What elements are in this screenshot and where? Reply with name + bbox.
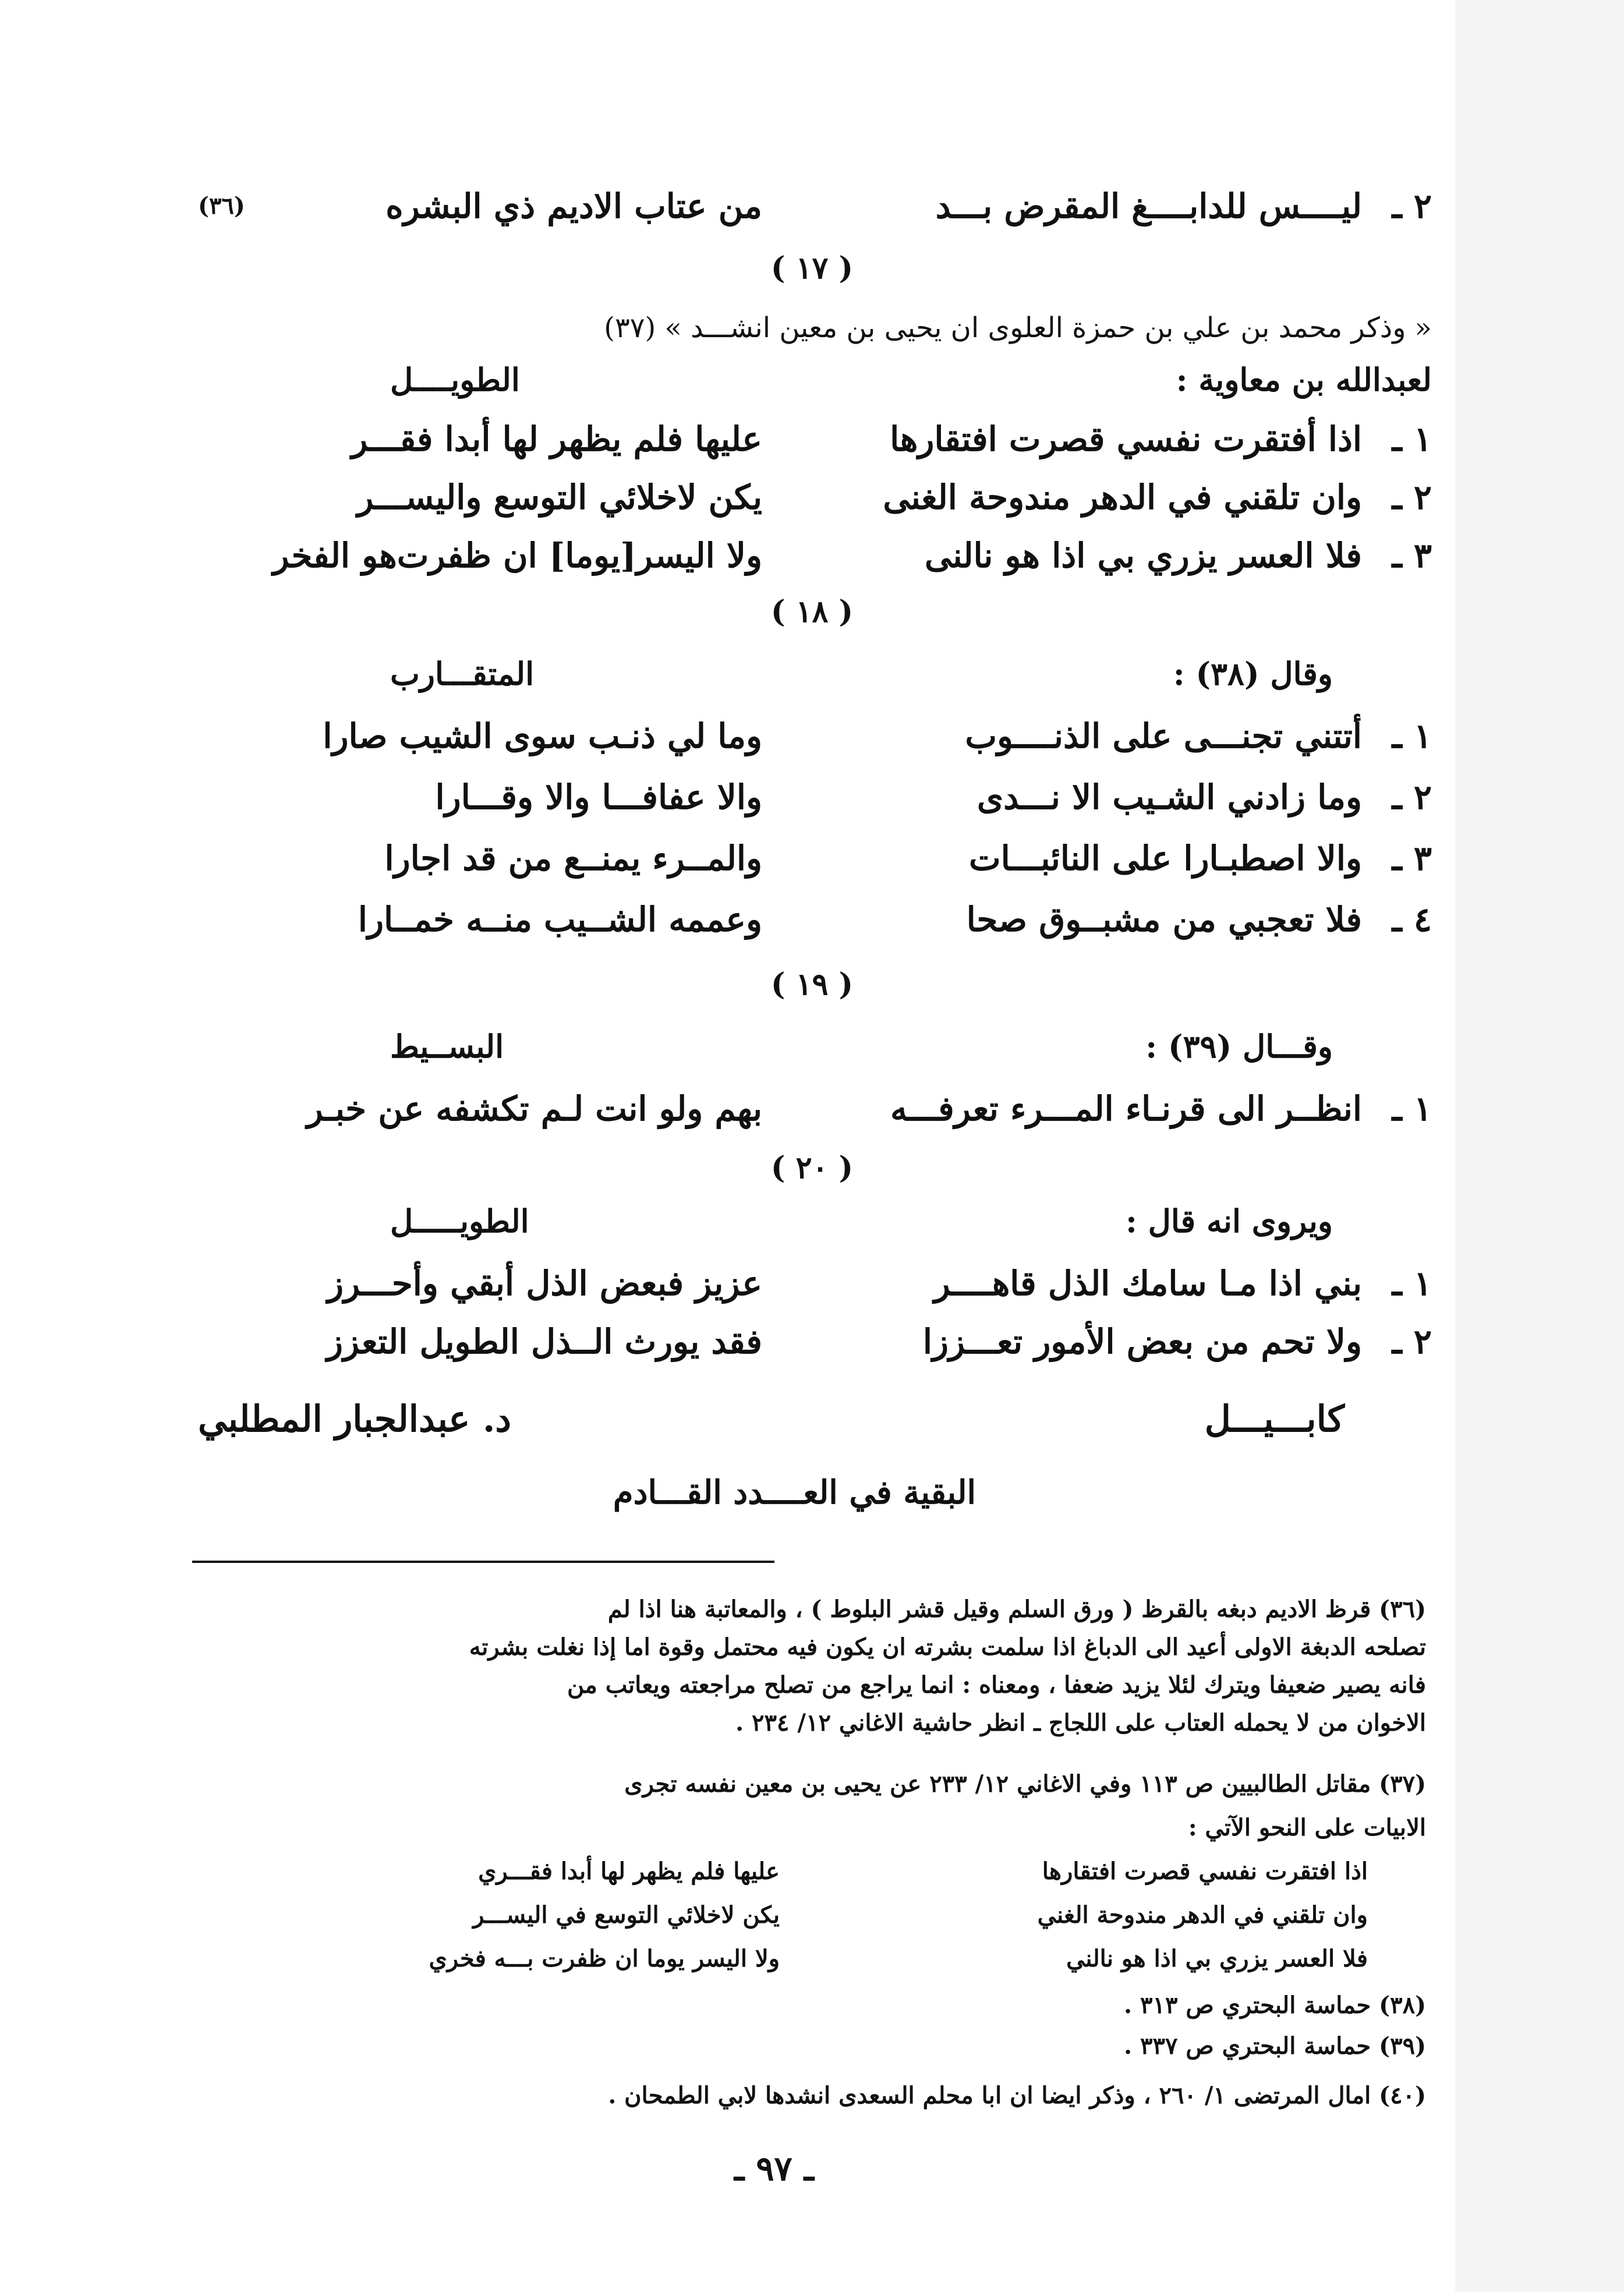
verse-number: ٢ ـ	[1392, 1322, 1432, 1361]
verse-first-hemistich: اذا أفتقرت نفسي قصرت افتقارها	[890, 419, 1362, 459]
verse-number: ٢ ـ	[1392, 186, 1432, 226]
verse-number: ٣ ـ	[1392, 839, 1432, 878]
verse-first-hemistich: وما زادني الشـيب الا نـــدى	[976, 777, 1362, 817]
verse-row	[198, 716, 1432, 769]
verse-row	[198, 839, 1432, 891]
footnote-39: (٣٩) حماسة البحتري ص ٣٣٧ .	[1124, 2032, 1426, 2060]
footnote-verse-second: يكن لاخلائي التوسع في اليســـر	[473, 1901, 780, 1929]
verse-row	[198, 1089, 1432, 1141]
author-name: د. عبدالجبار المطلبي	[198, 1398, 512, 1440]
verse-number: ٤ ـ	[1392, 900, 1432, 939]
footnote-37-line-1: (٣٧) مقاتل الطالبيين ص ١١٣ وفي الاغاني ١٢/ ٢٣٣ عن يحيى بن معين نفسه تجرى	[624, 1770, 1426, 1798]
footnote-verse-first: وان تلقني في الدهر مندوحة الغني	[1037, 1901, 1368, 1929]
verse-first-hemistich: ولا تحم من بعض الأمور تعـــززا	[922, 1322, 1362, 1361]
verse-second-hemistich: والمــرء يمنــع من قد اجارا	[384, 839, 762, 878]
verse-first-hemistich: ليــــس للدابــــغ المقرض بـــد	[935, 186, 1362, 226]
top-verse	[198, 186, 1432, 239]
verse-second-hemistich: وعممه الشــيب منــه خمــارا	[358, 900, 762, 939]
said-label: وقـــال (٣٩) :	[1145, 1028, 1333, 1065]
footnote-divider	[192, 1561, 774, 1563]
poem-19-header	[192, 1028, 1432, 1074]
verse-first-hemistich: بني اذا مـا سامك الذل قاهــــر	[933, 1264, 1362, 1303]
verse-second-hemistich: عزيز فبعض الذل أبقي وأحـــرز	[327, 1264, 762, 1303]
verse-number: ١ ـ	[1392, 1089, 1432, 1129]
author-signature	[192, 1398, 1432, 1450]
verse-number: ١ ـ	[1392, 716, 1432, 756]
section-number-18: ( ١٨ )	[770, 594, 854, 629]
verse-row	[198, 536, 1432, 588]
footnote-36-line-2: تصلحه الدبغة الاولى أعيد الى الدباغ اذا سلمت بشرته ان يكون فيه محتمل وقوة اما إذا نغلت بشرته	[469, 1633, 1426, 1661]
verse-second-hemistich: والا عفافـــا والا وقـــارا	[435, 777, 762, 817]
footnote-37-line-2: الابيات على النحو الآتي :	[1188, 1814, 1426, 1841]
footnote-38: (٣٨) حماسة البحتري ص ٣١٣ .	[1124, 1992, 1426, 2019]
verse-row	[198, 1264, 1432, 1316]
verse-number: ١ ـ	[1392, 1264, 1432, 1303]
verse-number: ١ ـ	[1392, 419, 1432, 459]
meter-name: المتقـــارب	[390, 655, 535, 692]
verse-first-hemistich: انظــر الى قرنـاء المـــرء تعرفـــه	[890, 1089, 1362, 1129]
verse-row	[198, 900, 1432, 952]
footnote-verse-first: اذا افتقرت نفسي قصرت افتقارها	[1042, 1858, 1368, 1885]
footnote-36-line-3: فانه يصير ضعيفا ويترك لئلا يزيد ضعفا ، ومعناه : انما يراجع من تصلح مراجعته ويعاتب من	[567, 1671, 1426, 1699]
footnote-verse-second: عليها فلم يظهر لها أبدا فقـــري	[478, 1858, 780, 1885]
verse-first-hemistich: فلا العسر يزري بي اذا هو نالنى	[925, 536, 1362, 575]
verse-first-hemistich: فلا تعجبي من مشبــوق صحا	[966, 900, 1362, 939]
continued-note: البقية في العــــدد القـــادم	[613, 1473, 976, 1512]
footnote-36-line-1: (٣٦) قرظ الاديم دبغه بالقرظ ( ورق السلم وقيل قشر البلوط ) ، والمعاتبة هنا اذا لم	[607, 1596, 1426, 1623]
footnote-verse-second: ولا اليسر يوما ان ظفرت بـــه فخري	[429, 1945, 780, 1972]
poem-18-header	[192, 655, 1432, 702]
verse-row	[198, 777, 1432, 830]
footnote-verse-first: فلا العسر يزري بي اذا هو نالني	[1066, 1945, 1368, 1972]
section-number-19: ( ١٩ )	[770, 967, 854, 1002]
scan-margin	[1455, 0, 1624, 2292]
verse-second-hemistich: عليها فلم يظهر لها أبدا فقـــر	[351, 419, 762, 459]
footnote-40: (٤٠) امال المرتضى ١/ ٢٦٠ ، وذكر ايضا ان ابا محلم السعدى انشدها لابي الطمحان .	[608, 2082, 1426, 2109]
verse-row	[198, 477, 1432, 530]
verse-second-hemistich: وما لي ذنـب سوى الشيب صارا	[323, 716, 762, 756]
page-number: ـ ٩٧ ـ	[734, 2149, 814, 2188]
meter-name: البســيط	[390, 1028, 504, 1065]
verse-second-hemistich: يكن لاخلائي التوسع واليســـر	[357, 477, 762, 517]
poem-20-header	[192, 1202, 1432, 1249]
meter-name: الطويــــل	[390, 361, 520, 398]
verse-second-hemistich: ولا اليسر[يوما] ان ظفرت‌هو الفخر	[273, 536, 762, 575]
meter-name: الطويـــــل	[390, 1202, 529, 1240]
verse-first-hemistich: والا اصطبـارا على النائبـــات	[968, 839, 1362, 878]
footnote-ref: (٣٦)	[198, 192, 245, 220]
verse-first-hemistich: أتتني تجنـــى على الذنــــوب	[965, 716, 1362, 756]
footnote-36-line-4: الاخوان من لا يحمله العتاب على اللجاج ـ انظر حاشية الاغاني ١٢/ ٢٣٤ .	[735, 1709, 1426, 1736]
verse-number: ٢ ـ	[1392, 477, 1432, 517]
verse-first-hemistich: وان تلقني في الدهر مندوحة الغنى	[883, 477, 1362, 517]
section-number-17: ( ١٧ )	[770, 250, 854, 286]
poet-line: لعبدالله بن معاوية :	[1176, 361, 1432, 398]
said-label: وقال (٣٨) :	[1173, 655, 1333, 692]
verse-number: ٣ ـ	[1392, 536, 1432, 575]
verse-row	[198, 1322, 1432, 1374]
narration-line: « وذكر محمد بن علي بن حمزة العلوى ان يحيى بن معين انشـــد » (٣٧)	[604, 312, 1432, 344]
author-right: كابـــيـــل	[1204, 1398, 1345, 1440]
verse-second-hemistich: بهم ولو انت لـم تكشفه عن خبـر	[306, 1089, 762, 1129]
verse-row	[198, 419, 1432, 472]
verse-second-hemistich: فقد يورث الــذل الطويل التعزز	[326, 1322, 762, 1361]
section-number-20: ( ٢٠ )	[770, 1150, 854, 1186]
verse-number: ٢ ـ	[1392, 777, 1432, 817]
verse-second-hemistich: من عتاب الاديم ذي البشره	[385, 186, 762, 226]
said-label: ويروى انه قال :	[1125, 1202, 1333, 1240]
poet-attribution	[192, 361, 1432, 408]
